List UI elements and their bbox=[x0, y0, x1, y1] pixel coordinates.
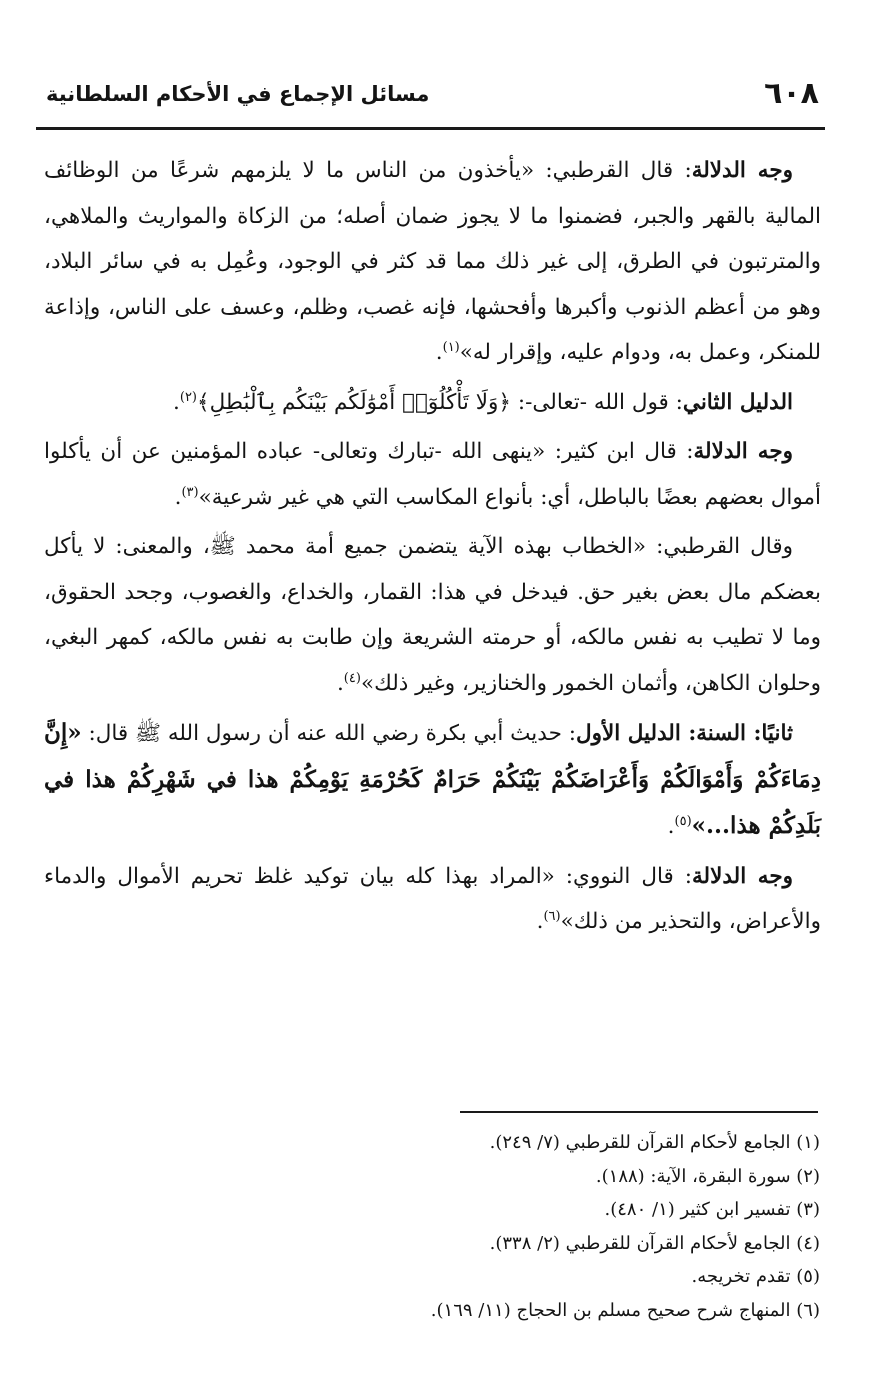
paragraph-text: : قول الله -تعالى-: bbox=[511, 389, 683, 415]
footnote-2: (٢) سورة البقرة، الآية: (١٨٨). bbox=[595, 1165, 820, 1187]
running-header bbox=[40, 72, 825, 116]
paragraph-text: : قال النووي: «المراد بهذا كله بيان توكيد غلظ تحريم الأموال والدماء والأعراض، والتحذير من ذلك» bbox=[44, 863, 821, 934]
footnote-ref: (٦) bbox=[543, 908, 561, 924]
footnote-ref: (١) bbox=[442, 339, 460, 355]
paragraph-label: وجه الدلالة bbox=[693, 439, 793, 464]
paragraph-label: ثانيًا: السنة: الدليل الأول bbox=[575, 721, 793, 746]
paragraph-5: ثانيًا: السنة: الدليل الأول: حديث أبي بكرة رضي الله عنه أن رسول الله ﷺ قال: «إِنَّ دِمَاءَكُمْ وَأَمْوَالَكُمْ وَأَعْرَاضَكُمْ بَيْنَكُمْ حَرَامٌ كَحُرْمَةِ يَوْمِكُمْ هذا في شَهْرِكُمْ هذا في بَلَدِكُمْ هذا...»$^{(٥)}$. bbox=[44, 719, 821, 839]
main-text bbox=[44, 148, 821, 949]
paragraph-1: وجه الدلالة: قال القرطبي: «يأخذون من الناس ما لا يلزمهم شرعًا من الوظائف المالية بالقهر والجبر، فضمنوا ما لا يجوز ضمان أصله؛ من الزكاة والمواريث والملاهي، والمترتبون في الطرق، إلى غير ذلك مما قد كثر في الوجود، وعُمِل به في سائر البلاد، وهو من أعظم الذنوب وأكبرها وأفحشها، فإنه غصب، وظلم، وعسف على الناس، وإذاعة للمنكر، وعمل به، ودوام عليه، وإقرار له»$^{(١)}$. bbox=[44, 158, 821, 365]
footnote-ref: (٢) bbox=[179, 389, 197, 405]
footnote-3: (٣) تفسير ابن كثير (١/ ٤٨٠). bbox=[604, 1199, 820, 1220]
paragraph-label: وجه الدلالة bbox=[691, 158, 793, 183]
paragraph-text: : قال ابن كثير: «ينهى الله -تبارك وتعالى- عباده المؤمنين عن أن يأكلوا أموال بعضهم بعضًا بالباطل، أي: بأنواع المكاسب التي هي غير شرعية» bbox=[44, 439, 821, 510]
footnote-4: (٤) الجامع لأحكام القرآن للقرطبي (٢/ ٣٣٨). bbox=[489, 1232, 820, 1254]
paragraph-text: : قال القرطبي: «يأخذون من الناس ما لا يلزمهم شرعًا من الوظائف المالية بالقهر والجبر، فضمنوا ما لا يجوز ضمان أصله؛ من الزكاة والمواريث والملاهي، والمترتبون في الطرق، إلى غير ذلك مما قد كثر في الوجود، وعُمِل به في سائر البلاد، وهو من أعظم الذنوب وأكبرها وأفحشها، فإنه غصب، وظلم، وعسف على الناس، وإذاعة للمنكر، وعمل به، ودوام عليه، وإقرار له» bbox=[44, 158, 821, 365]
paragraph-6: وجه الدلالة: قال النووي: «المراد بهذا كله بيان توكيد غلظ تحريم الأموال والدماء والأعراض، والتحذير من ذلك»$^{(٦)}$. bbox=[44, 863, 821, 934]
footnote-6: (٦) المنهاج شرح صحيح مسلم بن الحجاج (١١/ ١٦٩). bbox=[430, 1299, 820, 1321]
paragraph-label: الدليل الثاني bbox=[682, 389, 793, 415]
footnote-1: (١) الجامع لأحكام القرآن للقرطبي (٧/ ٢٤٩). bbox=[489, 1132, 820, 1153]
paragraph-2: الدليل الثاني: قول الله -تعالى-: ﴿وَلَا تَأْكُلُوٓا۟ أَمْوَٰلَكُم بَيْنَكُم بِٱلْبَٰطِلِ﴾$^{(٢)}$. bbox=[173, 389, 793, 415]
paragraph-text: : حديث أبي بكرة رضي الله عنه أن رسول الله ﷺ قال: bbox=[81, 721, 576, 746]
paragraph-4: وقال القرطبي: «الخطاب بهذه الآية يتضمن جميع أمة محمد ﷺ، والمعنى: لا يأكل بعضكم مال بعض بغير حق. فيدخل في هذا: القمار، والخداع، والغصوب، وجحد الحقوق، وما لا تطيب به نفس مالكه، أو حرمته الشريعة وإن طابت به نفس مالكه، كمهر البغي، وحلوان الكاهن، وأثمان الخمور والخنازير، وغير ذلك»$^{(٤)}$. bbox=[44, 534, 821, 696]
paragraph-3: وجه الدلالة: قال ابن كثير: «ينهى الله -تبارك وتعالى- عباده المؤمنين عن أن يأكلوا أموال بعضهم بعضًا بالباطل، أي: بأنواع المكاسب التي هي غير شرعية»$^{(٣)}$. bbox=[44, 439, 821, 510]
footnote-5: (٥) تقدم تخريجه. bbox=[691, 1266, 820, 1287]
quran-verse: ﴿وَلَا تَأْكُلُوٓا۟ أَمْوَٰلَكُم بَيْنَكُم بِٱلْبَٰطِلِ﴾ bbox=[197, 389, 511, 415]
book-title: مسائل الإجماع في الأحكام السلطانية bbox=[46, 82, 430, 106]
footnote-separator bbox=[460, 1111, 818, 1113]
hadith-text: «إِنَّ دِمَاءَكُمْ وَأَمْوَالَكُمْ وَأَعْرَاضَكُمْ بَيْنَكُمْ حَرَامٌ كَحُرْمَةِ يَوْمِكُمْ هذا في شَهْرِكُمْ هذا في بَلَدِكُمْ هذا...» bbox=[44, 719, 821, 839]
page-number: ٦٠٨ bbox=[764, 76, 819, 111]
footnote-ref: (٥) bbox=[674, 813, 692, 829]
footnote-ref: (٤) bbox=[343, 670, 361, 686]
paragraph-label: وجه الدلالة bbox=[692, 863, 794, 889]
footnotes bbox=[300, 1126, 820, 1327]
header-rule bbox=[36, 127, 825, 130]
footnote-ref: (٣) bbox=[181, 484, 199, 500]
paragraph-text: وقال القرطبي: «الخطاب بهذه الآية يتضمن جميع أمة محمد ﷺ، والمعنى: لا يأكل بعضكم مال بعض بغير حق. فيدخل في هذا: القمار، والخداع، والغصوب، وجحد الحقوق، وما لا تطيب به نفس مالكه، أو حرمته الشريعة وإن طابت به نفس مالكه، كمهر البغي، وحلوان الكاهن، وأثمان الخمور والخنازير، وغير ذلك» bbox=[44, 534, 821, 696]
